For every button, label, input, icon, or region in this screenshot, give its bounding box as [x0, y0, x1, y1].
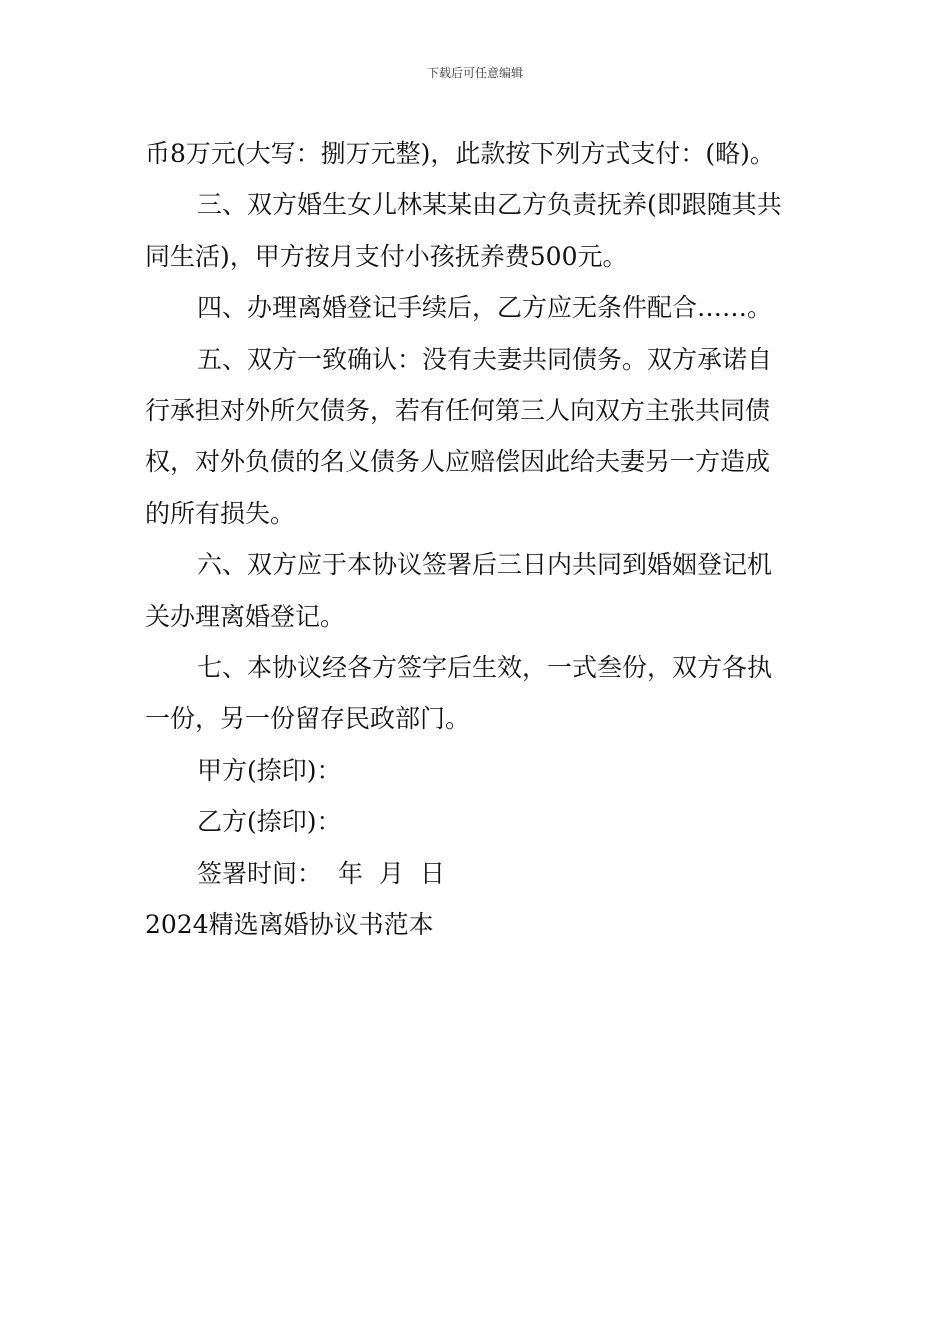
clause-six-line-1: 六、双方应于本协议签署后三日内共同到婚姻登记机 — [197, 550, 773, 580]
clause-three-line-1: 三、双方婚生女儿林某某由乙方负责抚养(即跟随其共 — [197, 190, 782, 220]
clause-four: 四、办理离婚登记手续后，乙方应无条件配合……。 — [197, 293, 773, 323]
clause-five-line-3: 权，对外负债的名义债务人应赔偿因此给夫妻另一方造成 — [145, 447, 771, 477]
document-body — [145, 128, 807, 951]
year-label: 年 — [338, 858, 364, 888]
clause-seven-line-2: 一份，另一份留存民政部门。 — [145, 704, 471, 734]
clause-five-line-1: 五、双方一致确认：没有夫妻共同债务。双方承诺自 — [197, 344, 773, 374]
clause-five-line-2: 行承担对外所欠债务，若有任何第三人向双方主张共同债 — [145, 396, 771, 426]
party-a-signature: 甲方(捺印)： — [197, 755, 342, 785]
footer-title: 2024精选离婚协议书范本 — [145, 910, 434, 940]
day-label: 日 — [420, 858, 446, 888]
clause-three-line-2: 同生活)，甲方按月支付小孩抚养费500元。 — [145, 241, 628, 271]
party-b-signature: 乙方(捺印)： — [197, 807, 342, 837]
paragraph-payment: 币8万元(大写：捌万元整)，此款按下列方式支付：(略)。 — [145, 139, 775, 168]
clause-six-line-2: 关办理离婚登记。 — [145, 601, 346, 631]
clause-seven-line-1: 七、本协议经各方签字后生效，一式叁份，双方各执 — [197, 653, 773, 683]
clause-five-line-4: 的所有损失。 — [145, 498, 296, 528]
signing-date-label: 签署时间： — [197, 858, 323, 888]
signing-date — [145, 848, 807, 899]
month-label: 月 — [379, 858, 405, 888]
page-header: 下载后可任意编辑 — [426, 66, 523, 80]
